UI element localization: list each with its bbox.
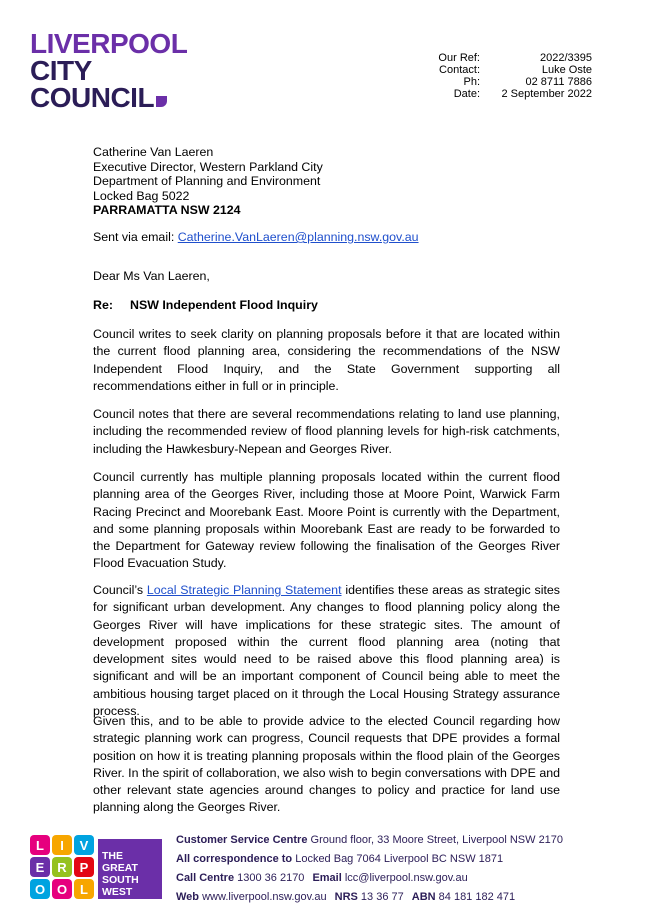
recipient-email-link[interactable]: Catherine.VanLaeren@planning.nsw.gov.au (177, 230, 419, 244)
nrs-label: NRS (334, 891, 358, 903)
logo-letter: O (56, 882, 68, 897)
sent-via-prefix: Sent via email: (93, 230, 178, 244)
logo-letter: R (57, 860, 67, 875)
subject-label: Re: (93, 298, 113, 312)
footer-row-csc (176, 831, 563, 850)
paragraph-4 (93, 582, 560, 720)
tagline-line: THE (102, 850, 123, 862)
reference-block (400, 52, 592, 100)
ref-row-phone (400, 76, 592, 88)
ref-label: Our Ref: (438, 52, 480, 64)
abn-value: 84 181 182 471 (438, 891, 516, 903)
abn-label: ABN (411, 891, 436, 903)
logo-letter: P (79, 860, 89, 875)
web-label: Web (176, 891, 200, 903)
corr-value: Locked Bag 7064 Liverpool BC NSW 1871 (295, 853, 504, 865)
nrs-value: 13 36 77 (360, 891, 404, 903)
recipient-department: Department of Planning and Environment (93, 174, 321, 189)
ref-label: Date: (453, 88, 480, 100)
logo-letter: L (80, 882, 88, 897)
logo-line-3 (30, 84, 230, 111)
tagline-line: WEST (102, 886, 133, 898)
ref-label: Contact: (439, 64, 480, 76)
paragraph-4-prefix: Council’s (93, 583, 147, 597)
call-value: 1300 36 2170 (237, 872, 305, 884)
call-label: Call Centre (176, 872, 235, 884)
logo-letter: O (34, 882, 46, 897)
paragraph-5: Given this, and to be able to provide advice to the elected Council regarding how strategic planning work can progress, Council requests that DPE provides a formal position on how it is treating planning proposals within the flood plain of the Georges River. In the spirit of collaboration, we also wish to begin conversations with DPE and other relevant state agencies around changes to policy and practice for land use planning along the Georges River. (93, 714, 560, 815)
logo-letter: L (36, 838, 44, 853)
recipient-city: PARRAMATTA NSW 2124 (93, 203, 241, 218)
tagline-line: SOUTH (102, 874, 139, 886)
ref-row-our-ref (400, 52, 592, 64)
logo-line-3-text: COUNCIL (30, 82, 155, 113)
recipient-address (93, 145, 323, 218)
footer-logo-graphic (30, 833, 165, 901)
csc-value: Ground floor, 33 Moore Street, Liverpool NSW 2170 (310, 834, 564, 846)
salutation: Dear Ms Van Laeren, (93, 269, 210, 283)
logo-letter: E (35, 860, 45, 875)
footer-row-call (176, 869, 563, 888)
ref-row-date (400, 88, 592, 100)
footer-row-web (176, 888, 563, 907)
sent-via-line (93, 229, 560, 246)
ref-label: Ph: (463, 76, 480, 88)
logo-dot (156, 96, 167, 107)
paragraph-2: Council notes that there are several recommendations relating to land use planning, including the recommended review of flood planning levels for high-risk catchments, including the Hawkesbury-Nepean and Georges River. (93, 407, 560, 456)
web-value[interactable]: www.liverpool.nsw.gov.au (202, 891, 327, 903)
lsps-link[interactable]: Local Strategic Planning Statement (146, 583, 342, 597)
ref-value: 2 September 2022 (501, 88, 592, 100)
recipient-name: Catherine Van Laeren (93, 145, 214, 159)
logo-letter: V (79, 838, 89, 853)
ref-value: 02 8711 7886 (525, 76, 592, 88)
tagline-line: GREAT (102, 862, 138, 874)
council-logo (30, 30, 230, 111)
logo-letter: I (60, 838, 64, 853)
logo-line-1: LIVERPOOL (30, 28, 188, 59)
logo-line-2: CITY (30, 55, 92, 86)
paragraph-3: Council currently has multiple planning proposals located within the current flood planning area of the Georges River, including those at Moore Point, Warwick Farm Racing Precinct and Moorebank East. Moore Point is currently with the Department, and some planning proposals within Moorebank East are ready to be forwarded to the Department for Gateway review following the finalisation of the Georges River Flood Evacuation Study. (93, 470, 560, 571)
corr-label: All correspondence to (176, 853, 293, 865)
paragraph-1: Council writes to seek clarity on planning proposals before it that are located within the current flood planning area, considering the recommendations of the NSW Independent Flood Inquiry, and the State Government supporting all recommendations either in full or in principle. (93, 327, 560, 393)
footer-contact (176, 831, 563, 907)
ref-row-contact (400, 64, 592, 76)
recipient-title: Executive Director, Western Parkland City (93, 159, 323, 174)
recipient-postal-address: Locked Bag 5022 (93, 188, 190, 203)
csc-label: Customer Service Centre (176, 834, 308, 846)
ref-value: 2022/3395 (540, 52, 592, 64)
subject-line (93, 298, 318, 312)
footer-row-correspondence (176, 850, 563, 869)
paragraph-4-rest: identifies these areas as strategic sites for significant urban development. Any changes to flood planning policy along the Georges River will have implications for these strategic sites. The amount of development proposed within the current flood planning area (noting that development sites would need to be raised above this flood planning area) is significant and will be an important component of Council being able to meet the ambitious housing target placed on it through the Local Housing Strategy assurance process. (93, 583, 560, 719)
ref-value: Luke Oste (541, 64, 592, 76)
footer-logo (30, 833, 165, 906)
subject-text: NSW Independent Flood Inquiry (130, 298, 318, 312)
email-label: Email (312, 872, 342, 884)
email-value[interactable]: lcc@liverpool.nsw.gov.au (344, 872, 468, 884)
